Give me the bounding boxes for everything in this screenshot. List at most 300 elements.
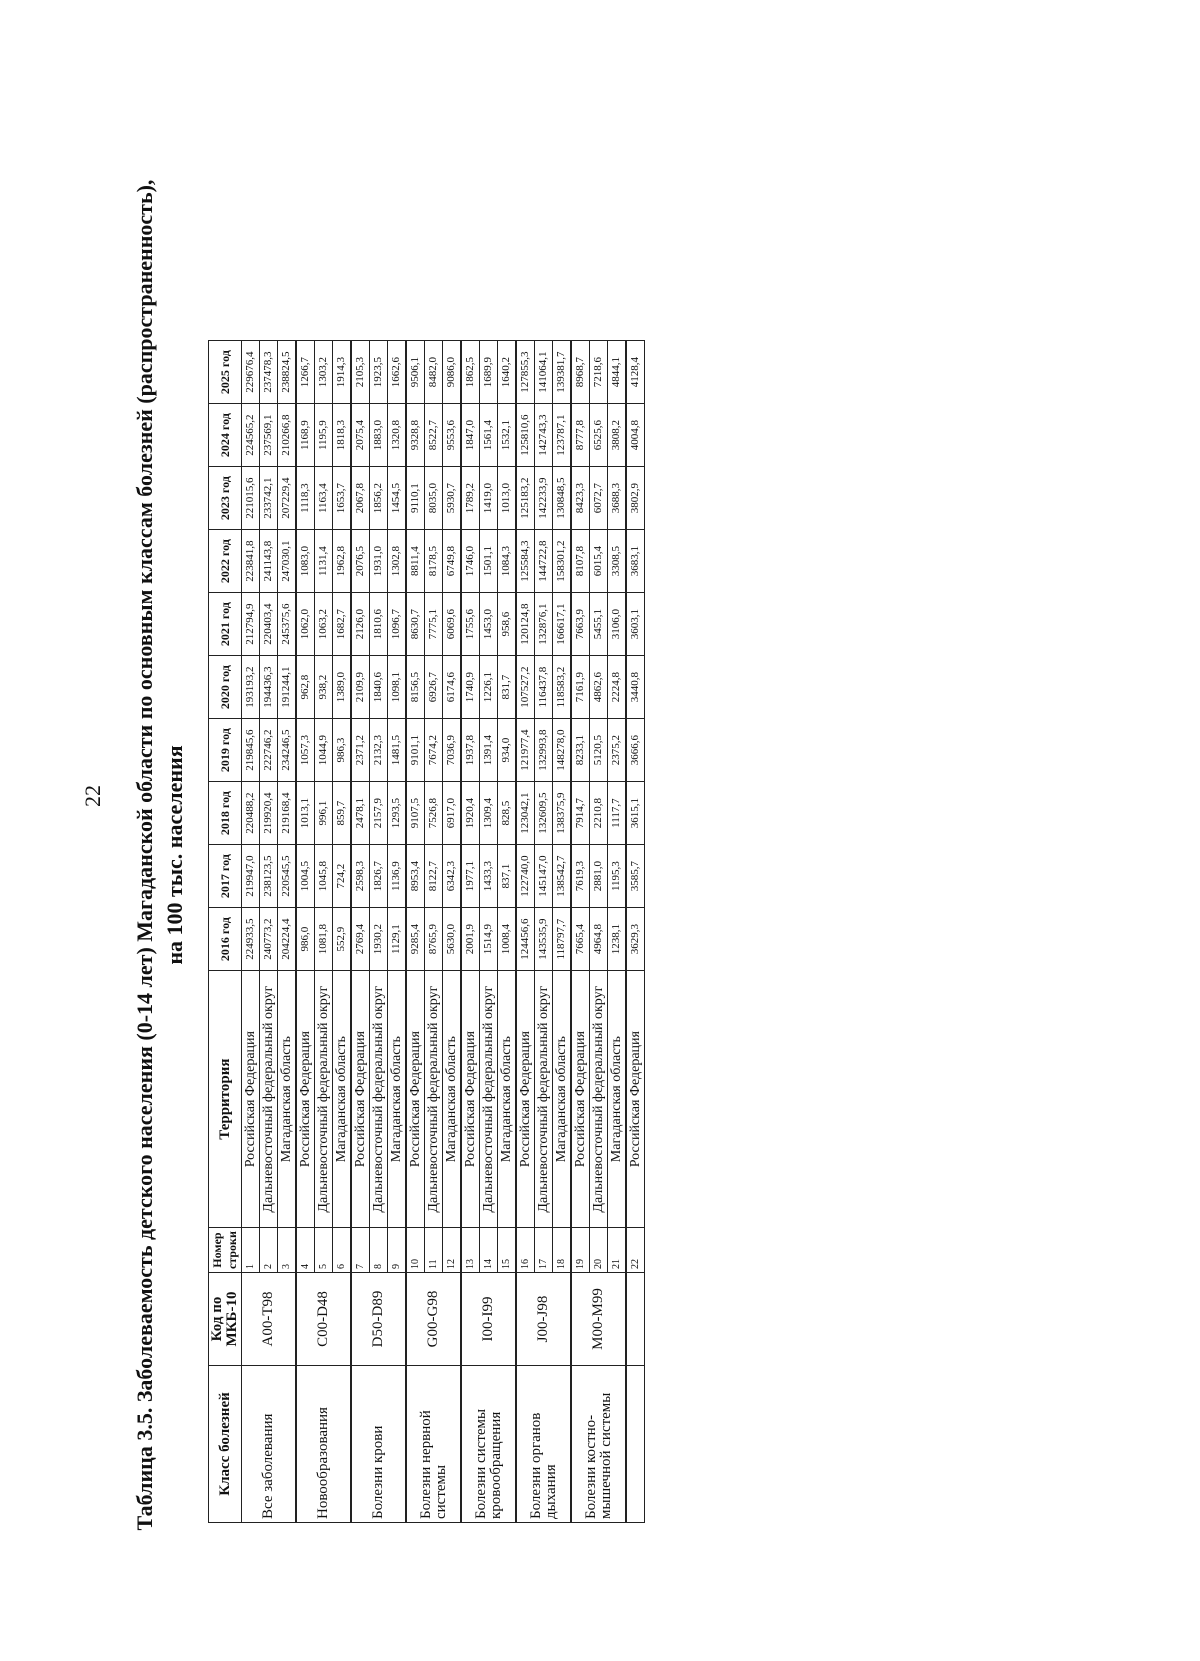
value-cell: 2067,8 [351,467,370,530]
value-cell: 8482,0 [425,341,443,404]
value-cell: 1057,3 [296,719,315,782]
value-cell: 8968,7 [571,341,590,404]
value-cell: 1883,0 [370,404,388,467]
value-cell: 1195,9 [315,404,333,467]
value-cell: 7218,6 [590,341,608,404]
territory-cell: Российская Федерация [242,971,260,1228]
value-cell: 2109,9 [351,656,370,719]
value-cell: 158301,2 [553,530,572,593]
row-number-cell: 10 [406,1228,425,1273]
value-cell: 1419,0 [480,467,498,530]
value-cell: 138542,7 [553,845,572,908]
value-cell: 1302,8 [388,530,407,593]
value-cell: 116437,8 [535,656,553,719]
value-cell: 1136,9 [388,845,407,908]
value-cell: 2076,5 [351,530,370,593]
value-cell: 934,0 [498,719,517,782]
value-cell: 9101,1 [406,719,425,782]
value-cell: 1096,7 [388,593,407,656]
territory-cell: Дальневосточный федеральный округ [425,971,443,1228]
value-cell: 6015,4 [590,530,608,593]
value-cell: 9107,5 [406,782,425,845]
value-cell: 1501,1 [480,530,498,593]
value-cell: 130848,5 [553,467,572,530]
table-row [242,341,260,1523]
value-cell: 1662,6 [388,341,407,404]
territory-cell: Магаданская область [278,971,297,1228]
value-cell: 962,8 [296,656,315,719]
value-cell: 996,1 [315,782,333,845]
value-cell: 2598,3 [351,845,370,908]
territory-cell: Дальневосточный федеральный округ [535,971,553,1228]
value-cell: 1391,4 [480,719,498,782]
icd-code-cell: D50-D89 [351,1273,406,1366]
header-row-number: Номер строки [209,1228,242,1273]
territory-cell: Магаданская область [553,971,572,1228]
row-number-cell: 3 [278,1228,297,1273]
value-cell: 166617,1 [553,593,572,656]
value-cell: 9110,1 [406,467,425,530]
icd-code-cell [626,1273,645,1366]
value-cell: 7674,2 [425,719,443,782]
value-cell: 4004,8 [626,404,645,467]
value-cell: 145147,0 [535,845,553,908]
value-cell: 219168,4 [278,782,297,845]
icd-code-cell: J00-J98 [516,1273,571,1366]
value-cell: 6072,7 [590,467,608,530]
value-cell: 5120,5 [590,719,608,782]
value-cell: 1195,3 [608,845,627,908]
value-cell: 6174,6 [443,656,462,719]
header-year: 2025 год [209,341,242,404]
value-cell: 2769,4 [351,908,370,971]
row-number-cell: 5 [315,1228,333,1273]
value-cell: 7663,9 [571,593,590,656]
row-number-cell: 2 [260,1228,278,1273]
value-cell: 141064,1 [535,341,553,404]
value-cell: 986,3 [333,719,352,782]
value-cell: 1303,2 [315,341,333,404]
value-cell: 8178,5 [425,530,443,593]
value-cell: 1004,5 [296,845,315,908]
value-cell: 1847,0 [461,404,480,467]
value-cell: 1810,6 [370,593,388,656]
value-cell: 1653,7 [333,467,352,530]
value-cell: 1163,4 [315,467,333,530]
territory-cell: Российская Федерация [406,971,425,1228]
value-cell: 120124,8 [516,593,535,656]
value-cell: 1789,2 [461,467,480,530]
value-cell: 1920,4 [461,782,480,845]
icd-code-cell: G00-G98 [406,1273,461,1366]
territory-cell: Российская Федерация [626,971,645,1228]
value-cell: 1453,0 [480,593,498,656]
value-cell: 9506,1 [406,341,425,404]
value-cell: 234246,5 [278,719,297,782]
value-cell: 222746,2 [260,719,278,782]
value-cell: 223841,8 [242,530,260,593]
value-cell: 1013,1 [296,782,315,845]
value-cell: 1118,3 [296,467,315,530]
value-cell: 724,2 [333,845,352,908]
row-number-cell: 1 [242,1228,260,1273]
value-cell: 2157,9 [370,782,388,845]
icd-code-cell: I00-I99 [461,1273,516,1366]
row-number-cell: 12 [443,1228,462,1273]
header-territory: Территория [209,971,242,1228]
territory-cell: Магаданская область [498,971,517,1228]
value-cell: 3808,2 [608,404,627,467]
disease-class-cell: Болезни костно-мышечной системы [571,1366,626,1523]
row-number-cell: 22 [626,1228,645,1273]
row-number-cell: 17 [535,1228,553,1273]
value-cell: 1081,8 [315,908,333,971]
value-cell: 5930,7 [443,467,462,530]
page-number: 22 [80,785,105,807]
territory-cell: Российская Федерация [516,971,535,1228]
value-cell: 6525,6 [590,404,608,467]
value-cell: 1013,0 [498,467,517,530]
value-cell: 2224,8 [608,656,627,719]
icd-code-cell: M00-M99 [571,1273,626,1366]
value-cell: 142743,3 [535,404,553,467]
header-year: 2020 год [209,656,242,719]
value-cell: 2375,2 [608,719,627,782]
value-cell: 191244,1 [278,656,297,719]
value-cell: 193193,2 [242,656,260,719]
value-cell: 1129,1 [388,908,407,971]
value-cell: 986,0 [296,908,315,971]
value-cell: 1084,3 [498,530,517,593]
header-year: 2021 год [209,593,242,656]
value-cell: 8630,7 [406,593,425,656]
value-cell: 219920,4 [260,782,278,845]
value-cell: 238123,5 [260,845,278,908]
value-cell: 1226,1 [480,656,498,719]
value-cell: 1962,8 [333,530,352,593]
value-cell: 1454,5 [388,467,407,530]
value-cell: 1098,1 [388,656,407,719]
table-row [461,341,480,1523]
value-cell: 8107,8 [571,530,590,593]
value-cell: 7775,1 [425,593,443,656]
value-cell: 3585,7 [626,845,645,908]
value-cell: 2105,3 [351,341,370,404]
value-cell: 210266,8 [278,404,297,467]
value-cell: 1266,7 [296,341,315,404]
territory-cell: Дальневосточный федеральный округ [590,971,608,1228]
table-row [571,341,590,1523]
row-number-cell: 7 [351,1228,370,1273]
disease-class-cell: Болезни органов дыхания [516,1366,571,1523]
territory-cell: Дальневосточный федеральный округ [315,971,333,1228]
caption-line-2: на 100 тыс. населения [162,745,187,965]
value-cell: 122740,0 [516,845,535,908]
value-cell: 2126,0 [351,593,370,656]
value-cell: 8233,1 [571,719,590,782]
table-caption [130,175,190,1595]
territory-cell: Российская Федерация [296,971,315,1228]
value-cell: 224933,5 [242,908,260,971]
territory-cell: Дальневосточный федеральный округ [370,971,388,1228]
value-cell: 212794,9 [242,593,260,656]
value-cell: 3802,9 [626,467,645,530]
territory-cell: Магаданская область [388,971,407,1228]
value-cell: 127855,3 [516,341,535,404]
value-cell: 247030,1 [278,530,297,593]
value-cell: 8035,0 [425,467,443,530]
row-number-cell: 13 [461,1228,480,1273]
value-cell: 9285,4 [406,908,425,971]
value-cell: 2371,2 [351,719,370,782]
value-cell: 241143,8 [260,530,278,593]
disease-class-cell: Все заболевания [242,1366,297,1523]
value-cell: 220403,4 [260,593,278,656]
value-cell: 1840,6 [370,656,388,719]
value-cell: 237478,3 [260,341,278,404]
value-cell: 107527,2 [516,656,535,719]
icd-code-cell: С00-D48 [296,1273,351,1366]
value-cell: 132609,5 [535,782,553,845]
disease-class-cell [626,1366,645,1523]
row-number-cell: 18 [553,1228,572,1273]
value-cell: 1931,0 [370,530,388,593]
row-number-cell: 15 [498,1228,517,1273]
value-cell: 1481,5 [388,719,407,782]
value-cell: 1826,7 [370,845,388,908]
value-cell: 859,7 [333,782,352,845]
value-cell: 229676,4 [242,341,260,404]
value-cell: 6342,3 [443,845,462,908]
value-cell: 6917,0 [443,782,462,845]
value-cell: 4844,1 [608,341,627,404]
table-row [351,341,370,1523]
header-year: 2023 год [209,467,242,530]
disease-class-cell: Болезни нервной системы [406,1366,461,1523]
value-cell: 831,7 [498,656,517,719]
value-cell: 1433,3 [480,845,498,908]
value-cell: 1977,1 [461,845,480,908]
value-cell: 237569,1 [260,404,278,467]
value-cell: 121977,4 [516,719,535,782]
header-code: Код по МКБ-10 [209,1273,242,1366]
value-cell: 3629,3 [626,908,645,971]
value-cell: 3688,3 [608,467,627,530]
value-cell: 1063,2 [315,593,333,656]
row-number-cell: 11 [425,1228,443,1273]
territory-cell: Российская Федерация [351,971,370,1228]
row-number-cell: 14 [480,1228,498,1273]
value-cell: 245375,6 [278,593,297,656]
caption-line-1: Таблица 3.5. Заболеваемость детского населения (0-14 лет) Магаданской области по основным классам болезней (распространенность), [132,179,157,1531]
row-number-cell: 16 [516,1228,535,1273]
value-cell: 233742,1 [260,467,278,530]
value-cell: 220488,2 [242,782,260,845]
value-cell: 1168,9 [296,404,315,467]
value-cell: 1923,5 [370,341,388,404]
value-cell: 238824,5 [278,341,297,404]
value-cell: 828,5 [498,782,517,845]
value-cell: 5630,0 [443,908,462,971]
value-cell: 2001,9 [461,908,480,971]
value-cell: 125183,2 [516,467,535,530]
value-cell: 1561,4 [480,404,498,467]
value-cell: 132993,8 [535,719,553,782]
table-row [406,341,425,1523]
rotated-page-content [130,175,1130,1595]
value-cell: 8423,3 [571,467,590,530]
value-cell: 4964,8 [590,908,608,971]
value-cell: 144722,8 [535,530,553,593]
table-row [626,341,645,1523]
value-cell: 1930,2 [370,908,388,971]
value-cell: 3106,0 [608,593,627,656]
icd-code-cell: А00-Т98 [242,1273,297,1366]
value-cell: 3603,1 [626,593,645,656]
value-cell: 8522,7 [425,404,443,467]
value-cell: 7036,9 [443,719,462,782]
value-cell: 7914,7 [571,782,590,845]
value-cell: 1532,1 [498,404,517,467]
value-cell: 2210,8 [590,782,608,845]
value-cell: 219845,6 [242,719,260,782]
value-cell: 1045,8 [315,845,333,908]
value-cell: 1293,5 [388,782,407,845]
value-cell: 207229,4 [278,467,297,530]
value-cell: 142233,9 [535,467,553,530]
value-cell: 1044,9 [315,719,333,782]
territory-cell: Магаданская область [608,971,627,1228]
value-cell: 6749,8 [443,530,462,593]
value-cell: 1320,8 [388,404,407,467]
value-cell: 143535,9 [535,908,553,971]
territory-cell: Магаданская область [443,971,462,1228]
value-cell: 1755,6 [461,593,480,656]
table-body [242,341,645,1523]
value-cell: 3308,5 [608,530,627,593]
value-cell: 938,2 [315,656,333,719]
value-cell: 1008,4 [498,908,517,971]
header-year: 2017 год [209,845,242,908]
value-cell: 148278,0 [553,719,572,782]
value-cell: 1640,2 [498,341,517,404]
disease-class-cell: Болезни системы кровообращения [461,1366,516,1523]
row-number-cell: 20 [590,1228,608,1273]
header-year: 2022 год [209,530,242,593]
value-cell: 2478,1 [351,782,370,845]
header-year: 2016 год [209,908,242,971]
value-cell: 2075,4 [351,404,370,467]
disease-class-cell: Новообразования [296,1366,351,1523]
value-cell: 9328,8 [406,404,425,467]
value-cell: 123042,1 [516,782,535,845]
value-cell: 3440,8 [626,656,645,719]
territory-cell: Дальневосточный федеральный округ [480,971,498,1228]
value-cell: 1914,3 [333,341,352,404]
territory-cell: Дальневосточный федеральный округ [260,971,278,1228]
value-cell: 1862,5 [461,341,480,404]
value-cell: 125584,3 [516,530,535,593]
row-number-cell: 4 [296,1228,315,1273]
value-cell: 1062,0 [296,593,315,656]
value-cell: 139381,7 [553,341,572,404]
row-number-cell: 19 [571,1228,590,1273]
header-class: Класс болезней [209,1366,242,1523]
row-number-cell: 21 [608,1228,627,1273]
table-row [296,341,315,1523]
value-cell: 3615,1 [626,782,645,845]
value-cell: 552,9 [333,908,352,971]
value-cell: 1937,8 [461,719,480,782]
value-cell: 221015,6 [242,467,260,530]
value-cell: 8953,4 [406,845,425,908]
territory-cell: Российская Федерация [461,971,480,1228]
value-cell: 7619,3 [571,845,590,908]
value-cell: 8122,7 [425,845,443,908]
value-cell: 204224,4 [278,908,297,971]
value-cell: 2881,0 [590,845,608,908]
value-cell: 123787,1 [553,404,572,467]
value-cell: 4862,6 [590,656,608,719]
value-cell: 1689,9 [480,341,498,404]
value-cell: 1389,0 [333,656,352,719]
value-cell: 240773,2 [260,908,278,971]
table-header-row [209,341,242,1523]
value-cell: 7161,9 [571,656,590,719]
value-cell: 124456,6 [516,908,535,971]
value-cell: 1740,9 [461,656,480,719]
disease-class-cell: Болезни крови [351,1366,406,1523]
value-cell: 118797,7 [553,908,572,971]
header-year: 2019 год [209,719,242,782]
value-cell: 1818,3 [333,404,352,467]
value-cell: 2132,3 [370,719,388,782]
value-cell: 1131,4 [315,530,333,593]
value-cell: 6926,7 [425,656,443,719]
value-cell: 837,1 [498,845,517,908]
value-cell: 958,6 [498,593,517,656]
row-number-cell: 6 [333,1228,352,1273]
value-cell: 1746,0 [461,530,480,593]
value-cell: 1514,9 [480,908,498,971]
row-number-cell: 8 [370,1228,388,1273]
value-cell: 220545,5 [278,845,297,908]
value-cell: 138375,9 [553,782,572,845]
value-cell: 132876,1 [535,593,553,656]
value-cell: 5455,1 [590,593,608,656]
row-number-cell: 9 [388,1228,407,1273]
value-cell: 224565,2 [242,404,260,467]
value-cell: 7665,4 [571,908,590,971]
value-cell: 194436,3 [260,656,278,719]
value-cell: 8811,4 [406,530,425,593]
value-cell: 3683,1 [626,530,645,593]
value-cell: 6069,6 [443,593,462,656]
value-cell: 1083,0 [296,530,315,593]
value-cell: 125810,6 [516,404,535,467]
value-cell: 1856,2 [370,467,388,530]
territory-cell: Российская Федерация [571,971,590,1228]
morbidity-table [208,340,645,1523]
territory-cell: Магаданская область [333,971,352,1228]
value-cell: 7526,8 [425,782,443,845]
value-cell: 1682,7 [333,593,352,656]
value-cell: 118583,2 [553,656,572,719]
value-cell: 3666,6 [626,719,645,782]
value-cell: 4128,4 [626,341,645,404]
value-cell: 1117,7 [608,782,627,845]
value-cell: 219947,0 [242,845,260,908]
